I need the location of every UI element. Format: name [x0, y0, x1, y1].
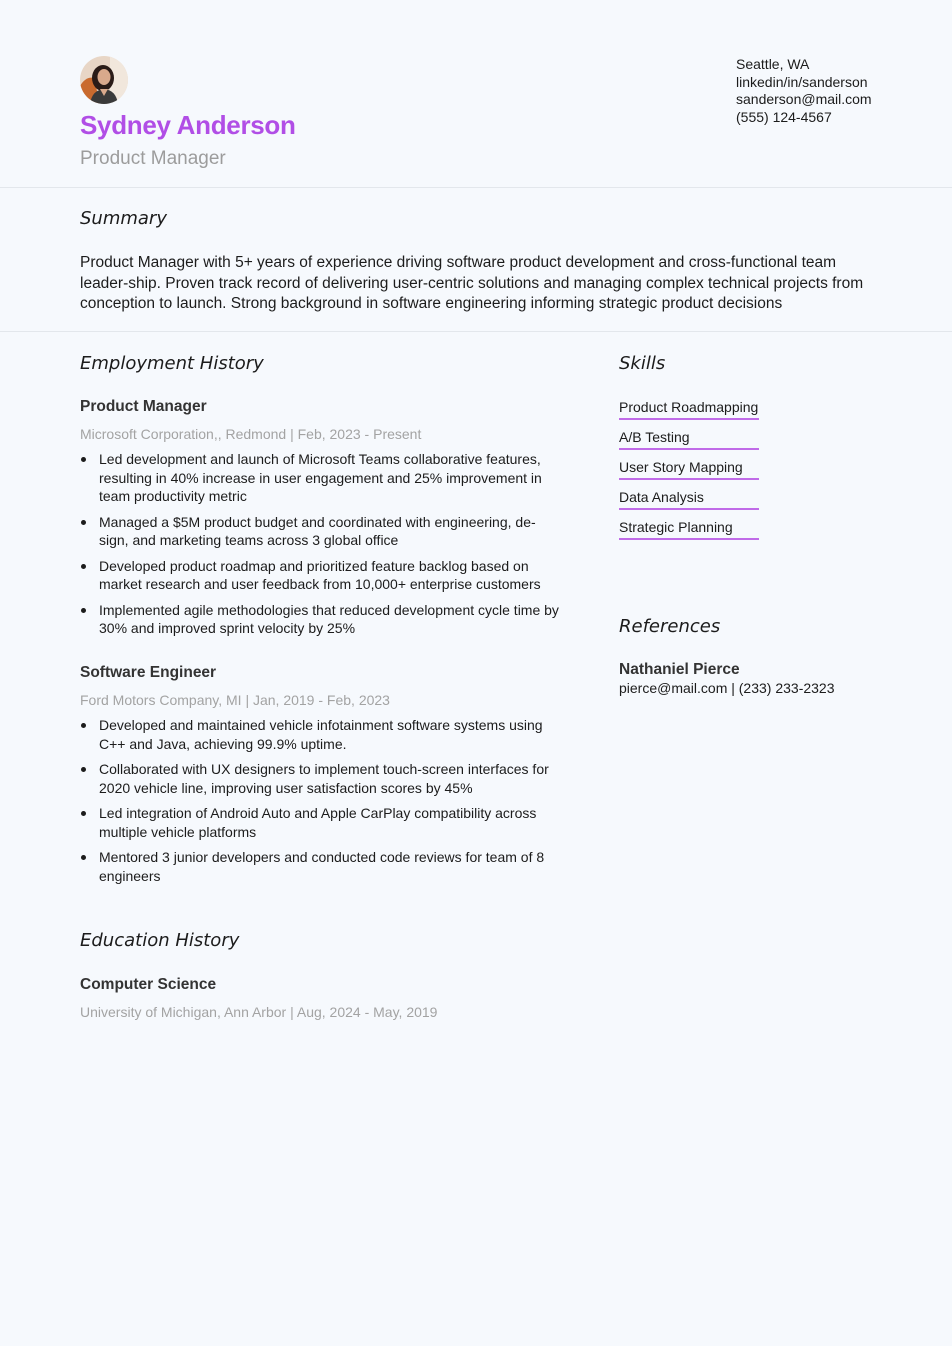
contact-email[interactable]: sanderson@mail.com: [736, 91, 872, 107]
resume-header: [0, 0, 952, 188]
contact-block: [736, 56, 872, 126]
job-bullet: Collaborated with UX designers to implement touch-screen interfaces for 2020 vehicle line, improving user satisfaction scores by 45%: [80, 760, 560, 797]
job-bullet: Led development and launch of Microsoft Teams collaborative features, resulting in 40% increase in user engagement and 25% improvement in team productivity metric: [80, 450, 560, 506]
job-entry: [80, 664, 560, 892]
candidate-name: Sydney Anderson: [80, 110, 296, 140]
reference-entry: [619, 661, 835, 696]
summary-section: [0, 188, 952, 332]
job-bullet: Implemented agile methodologies that reduced development cycle time by 30% and improved sprint velocity by 25%: [80, 601, 560, 638]
contact-phone: (555) 124-4567: [736, 108, 832, 125]
job-meta: Microsoft Corporation,, Redmond | Feb, 2023 - Present: [80, 426, 422, 442]
contact-linkedin[interactable]: linkedin/in/sanderson: [736, 73, 868, 90]
skill-item: Strategic Planning: [619, 518, 759, 540]
job-bullet: Led integration of Android Auto and Apple CarPlay compatibility across multiple vehicle platforms: [80, 804, 560, 841]
skill-item: Data Analysis: [619, 488, 759, 510]
references-heading: References: [619, 616, 721, 637]
summary-text: Product Manager with 5+ years of experience driving software product development and cross-functional team leader-ship. Proven track record of delivering user-centric solutions and managing complex technical projects from conception to launch. Strong background in software engineering informing strategic product decisions: [80, 254, 864, 312]
job-bullets: [80, 450, 560, 638]
skill-item: User Story Mapping: [619, 458, 759, 480]
skills-heading: Skills: [619, 353, 666, 374]
employment-heading: Employment History: [80, 353, 264, 374]
job-meta: Ford Motors Company, MI | Jan, 2019 - Feb, 2023: [80, 692, 390, 708]
job-bullet: Mentored 3 junior developers and conducted code reviews for team of 8 engineers: [80, 848, 560, 885]
job-bullet: Developed product roadmap and prioritized feature backlog based on market research and user feedback from 10,000+ enterprise customers: [80, 557, 560, 594]
education-heading: Education History: [80, 930, 240, 951]
education-meta: University of Michigan, Ann Arbor | Aug, 2024 - May, 2019: [80, 1004, 438, 1020]
job-role: Product Manager: [80, 398, 207, 415]
job-entry: [80, 398, 560, 645]
summary-heading: Summary: [80, 208, 167, 229]
skills-list: [619, 398, 759, 548]
education-degree: Computer Science: [80, 976, 217, 993]
contact-location: Seattle, WA: [736, 56, 810, 72]
job-bullets: [80, 716, 560, 885]
education-entry: [80, 976, 560, 1020]
avatar: [80, 56, 128, 104]
job-bullet: Managed a $5M product budget and coordinated with engineering, de-sign, and marketing teams across 3 global office: [80, 513, 560, 550]
skill-item: Product Roadmapping: [619, 398, 759, 420]
reference-name: Nathaniel Pierce: [619, 661, 740, 678]
job-bullet: Developed and maintained vehicle infotainment software systems using C++ and Java, achieving 99.9% uptime.: [80, 716, 560, 753]
skill-item: A/B Testing: [619, 428, 759, 450]
candidate-title: Product Manager: [80, 148, 226, 169]
reference-contact: pierce@mail.com | (233) 233-2323: [619, 680, 835, 696]
profile-photo-icon: [80, 56, 128, 104]
job-role: Software Engineer: [80, 664, 217, 681]
